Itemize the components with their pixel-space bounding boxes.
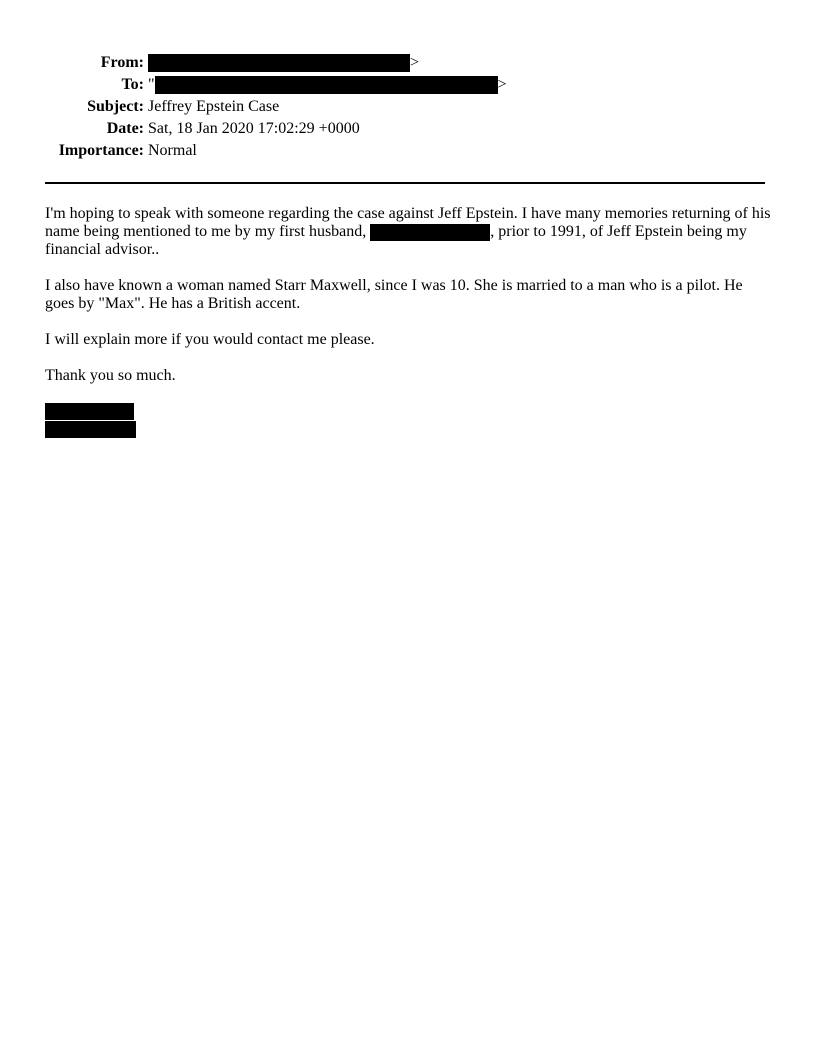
redaction-box — [370, 224, 490, 241]
email-body — [45, 205, 775, 403]
to-label: To: — [121, 76, 144, 93]
signature-redaction-1 — [45, 403, 134, 420]
signature-redaction-2 — [45, 421, 136, 438]
header-divider — [45, 182, 765, 184]
from-value — [148, 53, 419, 73]
body-paragraph-3: I will explain more if you would contact me please. — [45, 331, 375, 348]
date-row — [0, 119, 816, 141]
body-paragraph-2: I also have known a woman named Starr Maxwell, since I was 10. She is married to a man who is a pilot. He goes by "Max". He has a British accent. — [45, 277, 743, 312]
from-label: From: — [100, 54, 144, 71]
date-label: Date: — [106, 120, 144, 137]
importance-label: Importance: — [58, 142, 144, 159]
to-suffix: > — [497, 76, 507, 93]
date-value: Sat, 18 Jan 2020 17:02:29 +0000 — [148, 120, 360, 137]
from-row — [0, 53, 816, 75]
body-paragraph-1 — [45, 205, 775, 259]
body-paragraph-1-part-a: I'm hoping to speak with someone regarding the case against Jeff Epstein. I have many memories returning of his name being mentioned to me by my first husband, — [45, 205, 771, 240]
to-value — [148, 75, 507, 95]
importance-value: Normal — [148, 142, 197, 159]
redaction-box — [148, 54, 410, 72]
from-suffix: > — [410, 54, 420, 71]
subject-value: Jeffrey Epstein Case — [148, 98, 280, 115]
to-row — [0, 75, 816, 97]
importance-row — [0, 141, 816, 163]
subject-row — [0, 97, 816, 119]
to-prefix: " — [148, 76, 155, 93]
email-header — [0, 53, 816, 163]
body-paragraph-4: Thank you so much. — [45, 367, 176, 384]
subject-label: Subject: — [87, 98, 144, 115]
body-paragraph-1-part-b: , prior to 1991, of Jeff Epstein being my financial advisor.. — [45, 223, 747, 258]
redaction-box — [155, 76, 498, 94]
